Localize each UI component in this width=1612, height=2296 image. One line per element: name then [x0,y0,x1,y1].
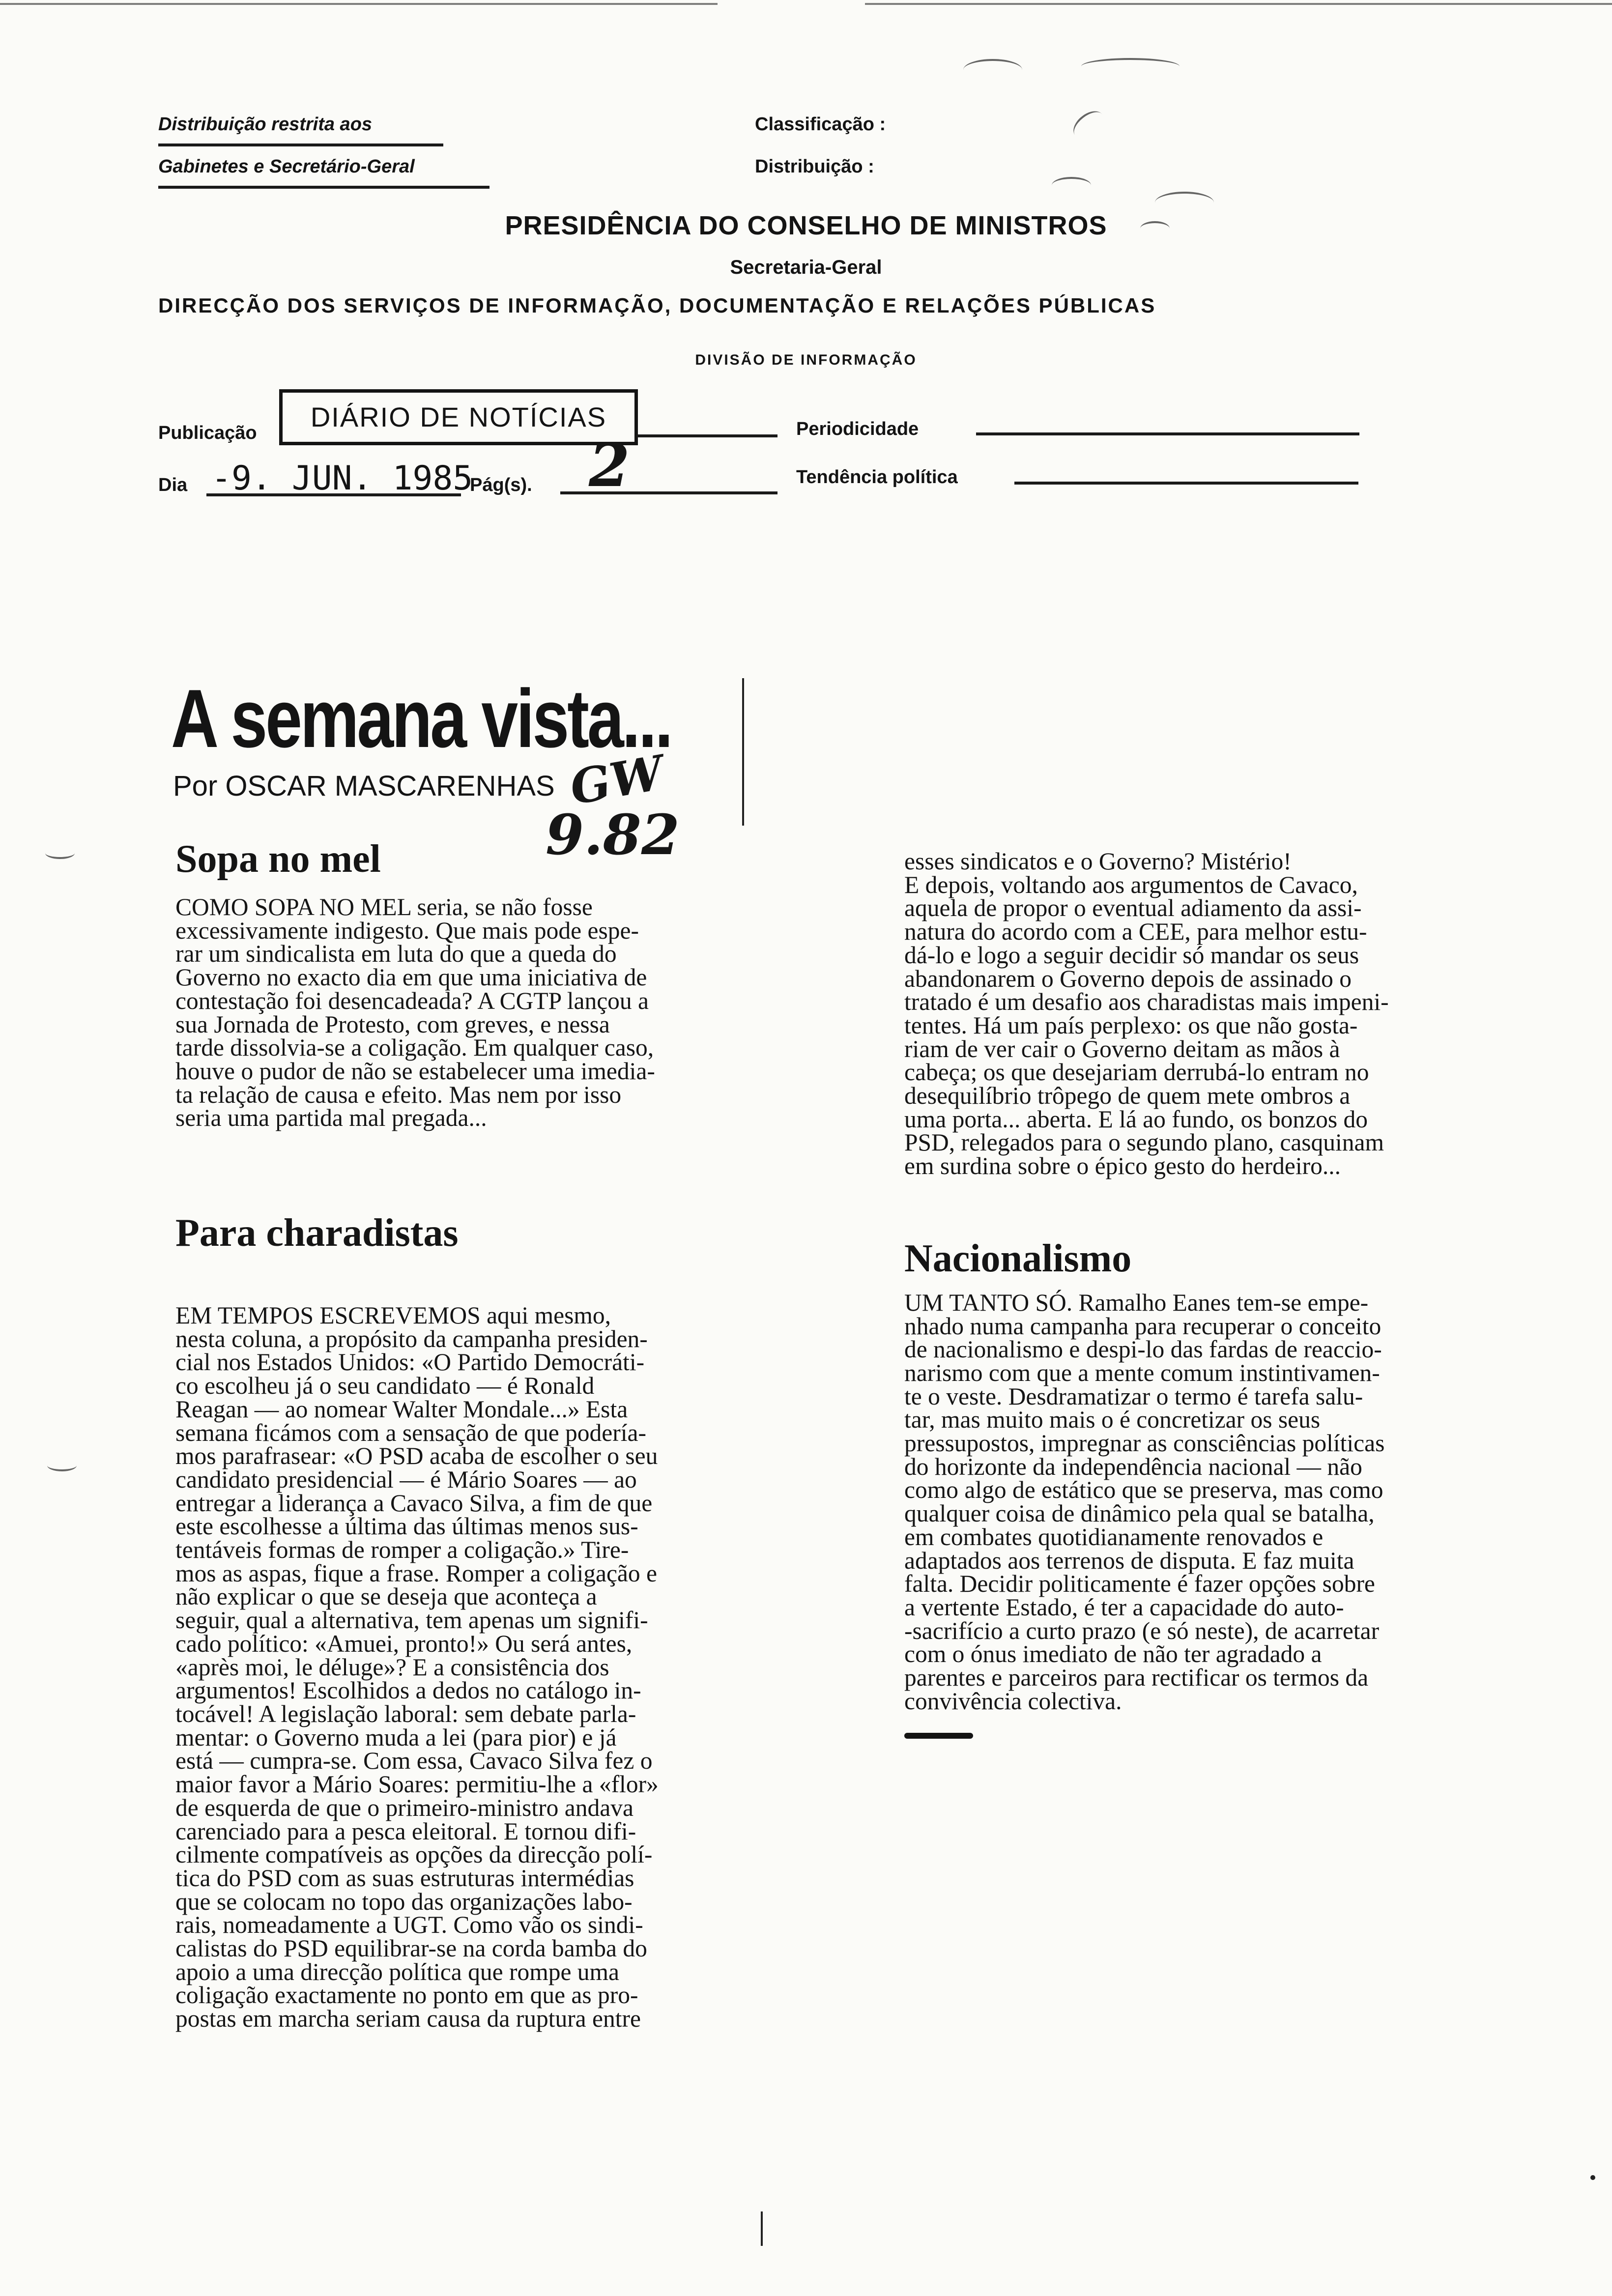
body-line: está — cumpra-se. Com essa, Cavaco Silva fez o [175,1747,653,1775]
handwritten-annotation-number: 9.82 [546,803,680,867]
section-heading-sopa: Sopa no mel [175,837,381,881]
end-mark [904,1733,973,1739]
body-line: cilmente compatíveis as opções da direcção polí- [175,1841,653,1868]
right-column [904,850,1454,1739]
body-line: cial nos Estados Unidos: «O Partido Democráti- [175,1349,645,1376]
body-line: em surdina sobre o épico gesto do herdeiro... [904,1152,1341,1180]
body-line: adaptados aos terrenos de disputa. E faz muita [904,1547,1354,1574]
body-line: tar, mas muito mais o é concretizar os seus [904,1406,1321,1434]
body-line: apoio a uma direcção política que rompe uma [175,1958,620,1985]
body-line: tica do PSD com as suas estruturas intermédias [175,1864,634,1892]
body-line: rar um sindicalista em luta do que a queda do [175,940,617,968]
publication-box [279,389,638,445]
body-line: seguir, qual a alternativa, tem apenas um signifi- [175,1607,648,1634]
section-heading-charadistas: Para charadistas [175,1211,459,1255]
pen-mark [1081,58,1180,75]
body-line: candidato presidencial — é Mário Soares — ao [175,1465,637,1493]
body-line: como algo de estático que se preserva, mas como [904,1476,1383,1504]
body-line: aquela de propor o eventual adiamento da assi- [904,894,1362,922]
body-line: de esquerda de que o primeiro-ministro andava [175,1794,633,1821]
date-stamp: -9. JUN. 1985 [211,459,473,498]
body-line: em combates quotidianamente renovados e [904,1523,1324,1550]
handwritten-annotation: GW [566,745,668,816]
scan-edge-line [0,3,718,5]
article-byline: Por OSCAR MASCARENHAS [173,770,555,802]
publication-name: DIÁRIO DE NOTÍCIAS [310,402,607,432]
clipping-edge [761,2211,763,2246]
tendencia-fill-line [1014,482,1358,485]
body-line: sua Jornada de Protesto, com greves, e nessa [175,1010,610,1038]
dia-fill-line [206,493,461,496]
binder-hole-mark [47,1460,77,1471]
publicacao-fill-line [637,434,777,437]
body-line: contestação foi desencadeada? A CGTP lançou a [175,987,649,1014]
body-line: dá-lo e logo a seguir decidir só mandar os seus [904,941,1359,969]
body-line: qualquer coisa de dinâmico pela qual se batalha, [904,1500,1375,1527]
body-line: nesta coluna, a propósito da campanha presiden- [175,1325,648,1352]
left-column [175,839,720,2031]
pen-mark [963,59,1022,81]
body-line: tratado é um desafio aos charadistas mais impeni- [904,988,1389,1016]
body-line: mos as aspas, fique a frase. Romper a coligação e [175,1559,657,1587]
body-line: Reagan — ao nomear Walter Mondale...» Esta [175,1395,628,1423]
distribution-stamp-line1: Distribuição restrita aos [158,114,373,135]
direccao-header: DIRECÇÃO DOS SERVIÇOS DE INFORMAÇÃO, DOCUMENTAÇÃO E RELAÇÕES PÚBLICAS [158,294,1156,317]
body-line: natura do acordo com a CEE, para melhor estu- [904,918,1367,946]
publicacao-label: Publicação [158,423,257,443]
pen-mark [1068,106,1109,144]
section-heading-nacionalismo: Nacionalismo [904,1236,1132,1280]
tendencia-label: Tendência política [796,467,958,488]
body-line: não explicar o que se deseja que aconteça a [175,1583,597,1610]
body-line: tocável! A legislação laboral: sem debate parla- [175,1700,636,1727]
body-line: co escolheu já o seu candidato — é Ronald [175,1372,595,1400]
clipping-edge [742,678,744,826]
distribuicao-label: Distribuição : [755,156,874,177]
body-line: houve o pudor de não se estabelecer uma imedia- [175,1057,655,1085]
body-line: falta. Decidir politicamente é fazer opções sobre [904,1570,1375,1598]
body-line: UM TANTO SÓ. Ramalho Eanes tem-se empe- [904,1289,1369,1316]
body-line: nhado numa campanha para recuperar o conceito [904,1312,1382,1340]
body-line: mos parafrasear: «O PSD acaba de escolher o seu [175,1442,658,1470]
body-line: do horizonte da independência nacional — não [904,1453,1362,1480]
secretaria-header: Secretaria-Geral [730,257,882,278]
article-title: A semana vista... [171,672,671,765]
body-line: postas em marcha seriam causa da ruptura entre [175,2005,641,2033]
page-number-handwritten: 2 [589,431,630,500]
org-header: PRESIDÊNCIA DO CONSELHO DE MINISTROS [505,211,1107,240]
dia-label: Dia [158,475,188,495]
body-line: carenciado para a pesca eleitoral. E tornou difi- [175,1817,636,1845]
body-line: que se colocam no topo das organizações labo- [175,1888,633,1915]
body-line: abandonarem o Governo depois de assinado o [904,965,1352,992]
body-line: esses sindicatos e o Governo? Mistério! [904,848,1292,875]
stamp-underline-1 [158,144,443,146]
body-line: semana ficámos com a sensação de que podería- [175,1419,646,1446]
body-line: mentar: o Governo muda a lei (para pior) e já [175,1723,617,1751]
body-line: COMO SOPA NO MEL seria, se não fosse [175,893,593,920]
body-line: calistas do PSD equilibrar-se na corda bamba do [175,1935,647,1962]
body-line: PSD, relegados para o segundo plano, casquinam [904,1129,1384,1156]
pen-mark [1052,177,1091,194]
body-line: rais, nomeadamente a UGT. Como vão os sindi- [175,1911,643,1939]
body-line: tarde dissolvia-se a coligação. Em qualquer caso, [175,1034,654,1062]
scan-speck [1590,2175,1595,2180]
pags-fill-line [560,491,777,494]
body-line: EM TEMPOS ESCREVEMOS aqui mesmo, [175,1302,611,1329]
body-line: desequilíbrio trôpego de quem mete ombros a [904,1082,1351,1110]
binder-hole-mark [45,847,75,859]
body-line: E depois, voltando aos argumentos de Cavaco, [904,871,1358,898]
body-line: Governo no exacto dia em que uma iniciativa de [175,964,647,991]
body-line: a vertente Estado, é ter a capacidade do auto- [904,1593,1344,1621]
body-line: entregar a liderança a Cavaco Silva, a fim de que [175,1489,653,1517]
stamp-underline-2 [158,186,489,189]
body-line: parentes e parceiros para rectificar os termos da [904,1664,1369,1692]
distribution-stamp-line2: Gabinetes e Secretário-Geral [158,156,415,177]
body-line: seria uma partida mal pregada... [175,1104,487,1132]
body-line: «après moi, le déluge»? E a consistência dos [175,1653,609,1681]
periodicidade-label: Periodicidade [796,419,919,439]
periodicidade-fill-line [976,432,1359,435]
body-line: de nacionalismo e despi-lo das fardas de reaccio- [904,1336,1382,1363]
divisao-header: DIVISÃO DE INFORMAÇÃO [695,352,917,368]
body-line: -sacrifício a curto prazo (e só neste), de acarretar [904,1617,1380,1644]
body-line: pressupostos, impregnar as consciências políticas [904,1430,1385,1457]
body-line: cabeça; os que desejariam derrubá-lo entram no [904,1059,1369,1086]
body-line: tentes. Há um país perplexo: os que não gosta- [904,1011,1358,1039]
body-line: coligação exactamente no ponto em que as pro- [175,1981,638,2009]
body-line: maior favor a Mário Soares: permitiu-lhe a «flor» [175,1771,659,1798]
scan-edge-line [865,3,1612,5]
body-line: tentáveis formas de romper a coligação.» Tire- [175,1536,629,1564]
body-line: com o ónus imediato de não ter agradado a [904,1640,1322,1668]
body-line: narismo com que a mente comum instintivamen- [904,1359,1380,1386]
body-line: riam de ver cair o Governo deitam as mãos à [904,1035,1340,1062]
body-line: ta relação de causa e efeito. Mas nem por isso [175,1081,622,1108]
body-line: este escolhesse a última das últimas menos sus- [175,1513,638,1540]
body-line: te o veste. Desdramatizar o termo é tarefa salu- [904,1382,1363,1410]
body-line: cado político: «Amuei, pronto!» Ou será antes, [175,1630,633,1657]
body-line: convivência colectiva. [904,1687,1122,1715]
classificacao-label: Classificação : [755,114,886,135]
body-line: excessivamente indigesto. Que mais pode espe- [175,917,639,944]
body-line: argumentos! Escolhidos a dedos no catálogo in- [175,1677,641,1704]
pags-label: Pág(s). [470,475,532,495]
body-line: uma porta... aberta. E lá ao fundo, os bonzos do [904,1105,1368,1133]
